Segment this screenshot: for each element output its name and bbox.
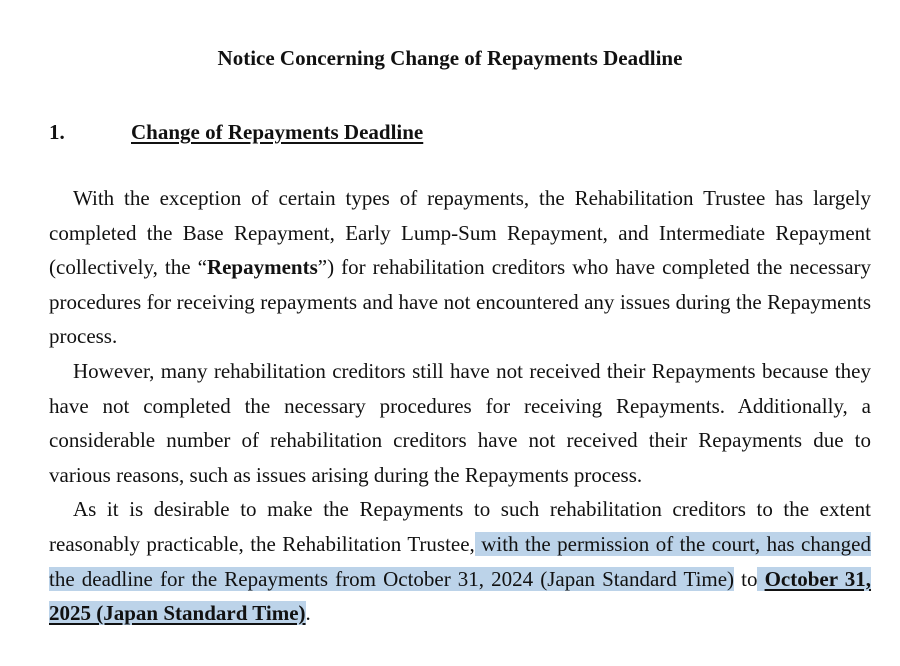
- highlighted-space: [757, 567, 764, 591]
- document-body: [49, 181, 871, 631]
- paragraph-3: [49, 492, 871, 630]
- highlighted-text-1: with the permission of the court, has changed the deadline for the Repayments from October 31, 2024 (Japan Standard Time): [49, 531, 871, 591]
- defined-term-repayments: Repayments: [206, 255, 318, 280]
- document-title: Notice Concerning Change of Repayments Deadline: [217, 46, 683, 70]
- new-deadline-highlight: October 31, 2025 (Japan Standard Time): [49, 566, 872, 626]
- section-heading-text: Change of Repayments Deadline: [131, 120, 424, 144]
- paragraph-3-text-a: As it is desirable to make the Repayments to such rehabilitation creditors to the extent reasonably practicable, the Rehabilitation Trustee,: [49, 497, 871, 556]
- section-number: 1.: [49, 120, 65, 144]
- paragraph-3-text-b: to: [734, 566, 758, 591]
- paragraph-3-text-c: .: [305, 601, 311, 626]
- paragraph-1-text-b: ”) for rehabilitation creditors who have completed the necessary procedures for receiving repayments and have not encountered any issues during the Repayments process.: [49, 255, 872, 349]
- paragraph-1: [49, 181, 871, 354]
- paragraph-2: However, many rehabilitation creditors still have not received their Repayments because they have not completed the necessary procedures for receiving Repayments. Additionally, a considerable number of rehabilitation creditors have not received their Repayments due to various reasons, such as issues arising during the Repayments process.: [49, 358, 871, 487]
- paragraph-1-text-a: With the exception of certain types of repayments, the Rehabilitation Trustee has largely completed the Base Repayment, Early Lump-Sum Repayment, and Intermediate Repayment (collectively, the “: [49, 186, 871, 280]
